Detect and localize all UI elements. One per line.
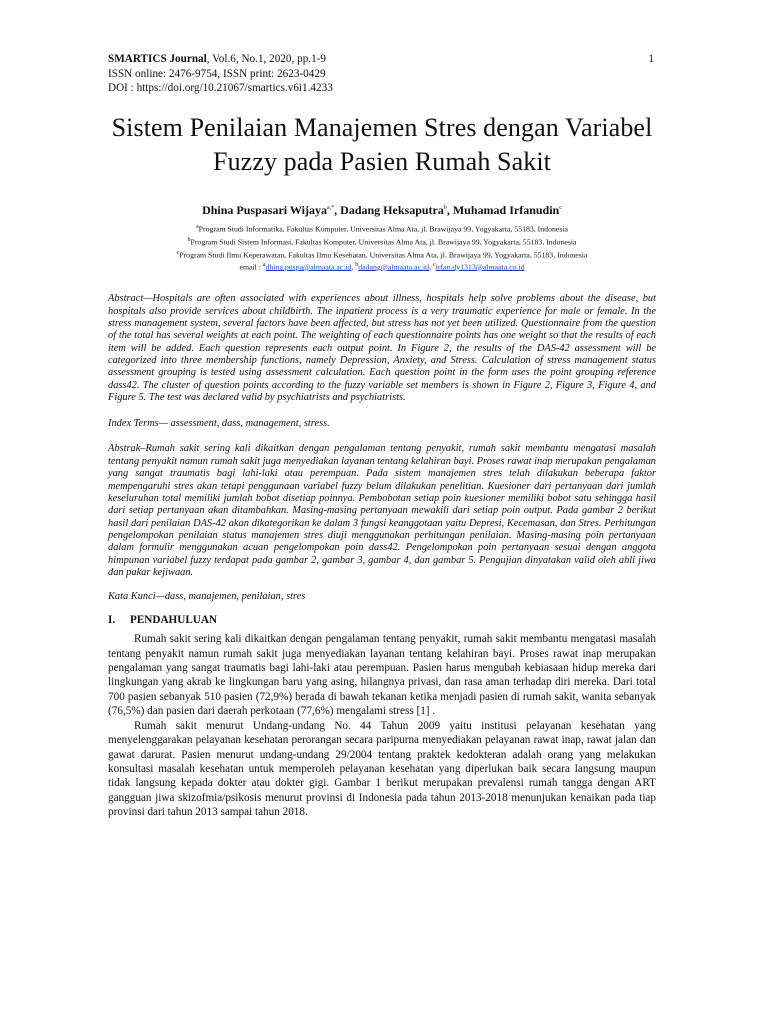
author-name: Dadang Heksaputra [340,202,444,217]
author-superscript: c [559,204,562,211]
journal-name: SMARTICS Journal [108,53,207,65]
author-superscript: b [443,204,447,211]
body-paragraph: Rumah sakit sering kali dikaitkan dengan pengalaman tentang penyakit, rumah sakit membantu mengatasi masalah tentang penyakit namun rumah sakit juga menyediakan layanan tentang kelahiran bayi. Proses rawat inap merupakan pengalaman yang sangat traumatis bagi lahi-laki atau perempuan. Pasien harus mengubah kebiasaan hidup mereka dari lingkungan yang akrab ke lingkungan baru yang asing, hilangnya privasi, dan rasa aman terhadap diri mereka. Dari total 700 pasien sebanyak 510 pasien (72,9%) berada di bawah tekanan ketika menjadi pasien di rumah sakit, wanita sebanyak (76,5%) dan pasien dari daerah perkotaan (77,6%) mengalami stress [1] . [108,633,656,718]
body-paragraph: Rumah sakit menurut Undang-undang No. 44 Tahun 2009 yaitu institusi pelayanan kesehatan yang menyelenggarakan pelayanan kesehatan perorangan secara paripurna menyediakan pelayanan rawat inap, rawat jalan dan gawat darurat. Pasien menurut undang-undang 29/2004 tentang praktek kedokteran adalah orang yang melakukan konsultasi masalah kesehatan untuk memperoleh pelayanan kesehatan yang diperlukan baik secara langsung maupun tidak langsung kepada dokter atau dokter gigi. Gambar 1 berikut merupakan prevalensi rumah tangga dengan ART gangguan jiwa skizofmia/psikosis menurut provinsi di Indonesia pada tahun 2013-2018 menunjukan kenaikan pada tiap provinsi dari tahun 2013 sampai tahun 2018. [108,719,656,819]
doi-line: DOI : https://doi.org/10.21067/smartics.v6i1.4233 [108,82,333,94]
affiliations [108,222,656,261]
affiliation-line [108,222,656,235]
author-name: Muhamad Irfanudin [452,202,560,217]
author-name: Dhina Puspasari Wijaya [202,202,327,217]
author-separator: , [334,202,341,217]
email-superscript: a [262,261,266,268]
abstract-indonesian: Abstrak–Rumah sakit sering kali dikaitkan dengan pengalaman tentang penyakit, rumah sakit membantu mengatasi masalah tentang penyakit namun rumah sakit juga menyediakan layanan tentang kelahiran bayi. Proses rawat inap merupakan pengalaman yang sangat traumatis bagi lahi-laki atau perempuan. Pada sistem manajemen stres telah dilakukan beberapa faktor mempengaruhi stres akan tetapi penggunaan variabel fuzzy belum dilakukan penelitian. Kuesioner dari pertanyaan dari jumlah keseluruhan total memiliki jumlah bobot disetiap poinnya. Pembobotan setiap poin kuesioner memiliki bobot satu sehingga hasil dari setiap pertanyaan akan ditambahkan. Masing-masing pertanyaan mewakili dari setiap poin output. Pada gambar 2 berikut hasil dari penilaian DAS-42 akan dikategorikan ke dalam 3 fungsi keanggotaan yaitu Depresi, Kecemasan, dan Stres. Perhitungan pengelompokan penilaian status manajemen stres diuji menggunakan perhitungan penilaian. Masing-masing poin pertanyaan dalam formulir menggunakan acuan pengelompokan poin dass42. Pengelompokan poin pertanyaan sesuai dengan anggota himpunan variabel fuzzy terdapat pada gambar 2, gambar 3, gambar 4, dan gambar 5. Pengujian dinyatakan valid oleh ahli jiwa dan pakar kejiwaan. [108,443,656,578]
email-separator: , [351,262,356,272]
journal-citation-line [108,52,656,67]
journal-header [108,52,656,96]
index-terms: Index Terms— assessment, dass, management, stress. [108,418,330,430]
abstract-english: Abstract—Hospitals are often associated with experiences about illness, hospitals help solve problems about the disease, but hospitals also provide services about childbirth. The inpatient process is a very traumatic experience for male or female. In the stress management system, several factors have been affected, but stress has not yet been utilized. Questionnaire from the question of the total has several weights at each point. The weighting of each questionnaire points has one weight so that the results of each item will be added. Each question represents each output point. In Figure 2, the results of the DAS-42 assessment will be categorized into three membership functions, namely Depression, Anxiety, and Stress. Calculation of stress management status assessment grouping is tested using assessment calculation. Each question point in the form uses the point grouping reference dass42. The cluster of question points according to the fuzzy variable set members is shown in Figure 2, Figure 3, Figure 4, and Figure 5. The test was declared valid by psychiatrists and psychiatrists. [108,293,656,404]
email-label: email : [239,262,263,272]
affiliation-superscript: b [187,236,191,243]
affiliation-text: Program Studi Informatika, Fakultas Komputer, Universitas Alma Ata, jl. Brawijaya 99, Yogyakarta, 55183, Indonesia [198,224,568,234]
section-title: PENDAHULUAN [130,614,218,627]
email-superscript: b [355,261,359,268]
email-link[interactable]: dhina.puspa@almaata.ac.id [265,262,352,272]
page-number: 1 [648,53,654,65]
affiliation-text: Program Studi Ilmu Keperawatan, Fakultas Ilmu Kesehatan, Universitas Alma Ata, jl. Brawijaya 99, Yogyakarta, 55183, Indonesia [179,250,588,260]
email-separator: , [429,262,433,272]
email-link[interactable]: dadang@almaata.ac.id [358,262,430,272]
affiliation-line [108,235,656,248]
affiliation-line [108,248,656,261]
email-line [108,262,656,272]
email-superscript: c [433,261,436,268]
paper-page [108,52,656,820]
affiliation-superscript: a [195,223,199,230]
affiliation-text: Program Studi Sistem Informasi, Fakultas Komputer, Universitas Alma Ata, jl. Brawijaya 99, Yogyakarta, 55183, Indonesia [190,237,577,247]
email-link[interactable]: irfan.dy1313@almaata.co.id [435,262,525,272]
issn-line: ISSN online: 2476-9754, ISSN print: 2623-0429 [108,67,326,80]
author-separator: , [446,202,453,217]
author-superscript: a,* [327,204,335,211]
section-number: I. [108,614,116,627]
section-heading [108,614,656,626]
paper-title: Sistem Penilaian Manajemen Stres dengan Variabel Fuzzy pada Pasien Rumah Sakit [111,112,653,176]
journal-volume-info: , Vol.6, No.1, 2020, pp.1-9 [206,53,327,65]
author-list [108,203,656,218]
affiliation-superscript: c [176,249,180,256]
kata-kunci: Kata Kunci—dass, manajemen, penilaian, stres [108,591,306,603]
